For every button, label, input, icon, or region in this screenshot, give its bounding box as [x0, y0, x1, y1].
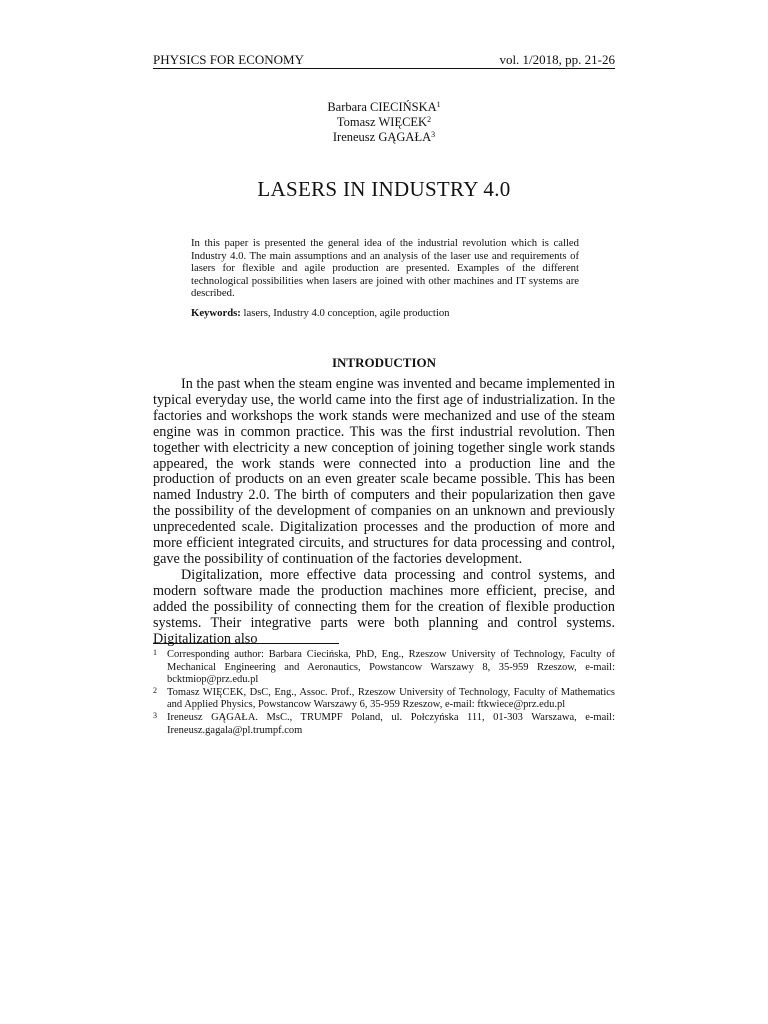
author: Tomasz WIĘCEK$^2$ [336, 115, 432, 129]
footnote-number: 1 [153, 648, 157, 657]
footnote-number: 2 [153, 685, 157, 695]
author: Barbara CIECIŃSKA$^1$ [327, 100, 441, 114]
affiliation-mark: 1 [436, 100, 441, 109]
footnote [153, 712, 615, 737]
footnotes [153, 649, 615, 737]
footnote-number: 3 [153, 710, 157, 720]
keywords [191, 307, 579, 320]
abstract: In this paper is presented the general idea of the industrial revolution which is called Industry 4.0. The main assumptions and an analysis of the laser use and requirements of lasers for flexible and agile production are presented. Examples of the different technological possibilities when lasers are joined with other machines and IT systems are described. [191, 237, 579, 300]
paper-title: LASERS IN INDUSTRY 4.0 [257, 177, 511, 201]
body-text [153, 377, 615, 647]
footnote-text: Corresponding author: Barbara Ciecińska, PhD, Eng., Rzeszow University of Technology, Faculty of Mechanical Engineering and Aeronautics, Powstancow Warszawy 8, 35-959 Rzeszow, e-mail: bcktmiop@prz.edu.pl [167, 649, 615, 686]
affiliation-mark: 3 [431, 130, 436, 139]
running-header [153, 52, 615, 67]
header-rule [153, 68, 615, 69]
paragraph: Digitalization, more effective data processing and control systems, and modern software made the production machines more efficient, precise, and added the possibility of connecting them for the creation of flexible production systems. Their integrative parts were both planning and control systems. Digitalization also [153, 566, 615, 647]
section-heading: INTRODUCTION [331, 355, 436, 370]
author: Ireneusz GĄGAŁA$^3$ [332, 130, 436, 144]
footnote-text: Tomasz WIĘCEK, DsC, Eng., Assoc. Prof., Rzeszow University of Technology, Faculty of Mathematics and Applied Physics, Powstancow Warszawy 6, 35-959 Rzeszow, e-mail: ftkwiece@prz.edu.pl [167, 686, 615, 711]
volume-info: vol. 1/2018, pp. 21-26 [499, 52, 615, 67]
author-list [153, 100, 615, 145]
footnote-rule [153, 643, 339, 644]
journal-name: PHYSICS FOR ECONOMY [153, 52, 304, 67]
footnote-text: Ireneusz GĄGAŁA. MsC., TRUMPF Poland, ul. Połczyńska 111, 01-303 Warszawa, e-mail: Ireneusz.gagala@pl.trumpf.com [167, 711, 615, 736]
affiliation-mark: 2 [427, 115, 432, 124]
footnote [153, 649, 615, 687]
keywords-text: lasers, Industry 4.0 conception, agile production [240, 307, 450, 319]
footnote [153, 687, 615, 712]
paragraph: In the past when the steam engine was invented and became implemented in typical everyday use, the world came into the first age of industrialization. In the factories and workshops the work stands were mechanized and use of the steam engine was in common practice. This was the first industrial revolution. Then together with electricity a new conception of joining together single work stands appeared, the work stands were connected into a production line and the production of products on an even greater scale became possible. This has been named Industry 2.0. The birth of computers and their popularization then gave the possibility of the development of companies on an unknown and previously unprecedented scale. Digitalization processes and the production of more and more efficient integrated circuits, and structures for data processing and control, gave the possibility of continuation of the factories development. [153, 376, 615, 567]
keywords-label: Keywords: [191, 307, 241, 319]
